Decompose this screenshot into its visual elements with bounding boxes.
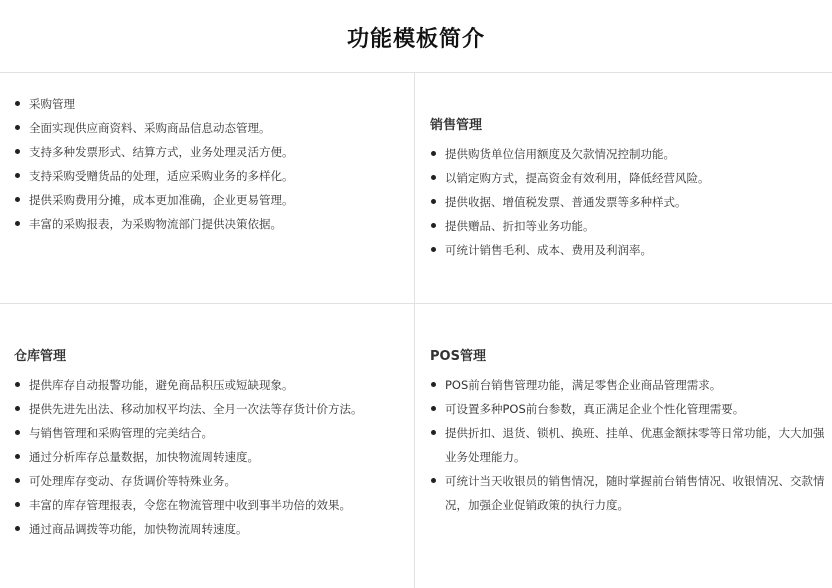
list-item: 可设置多种POS前台参数，真正满足企业个性化管理需要。 [430, 397, 825, 421]
list-item: 提供购货单位信用额度及欠款情况控制功能。 [430, 142, 825, 166]
purchase-feature-list [14, 92, 404, 236]
pos-title: POS管理 [430, 349, 486, 364]
module-pos [430, 345, 825, 517]
list-item: 采购管理 [14, 92, 404, 116]
list-item: POS前台销售管理功能，满足零售企业商品管理需求。 [430, 373, 825, 397]
list-item: 提供库存自动报警功能，避免商品积压或短缺现象。 [14, 373, 404, 397]
list-item: 提供先进先出法、移动加权平均法、全月一次法等存货计价方法。 [14, 397, 404, 421]
page-title: 功能模板简介 [346, 27, 485, 52]
module-warehouse [14, 345, 404, 541]
list-item: 通过商品调拨等功能，加快物流周转速度。 [14, 517, 404, 541]
divider-top [0, 72, 832, 73]
list-item: 提供折扣、退货、锁机、换班、挂单、优惠金额抹零等日常功能，大大加强业务处理能力。 [430, 421, 825, 469]
list-item: 提供采购费用分摊，成本更加准确，企业更易管理。 [14, 188, 404, 212]
list-item: 通过分析库存总量数据，加快物流周转速度。 [14, 445, 404, 469]
list-item: 可统计销售毛利、成本、费用及利润率。 [430, 238, 825, 262]
sales-feature-list [430, 142, 825, 262]
warehouse-feature-list [14, 373, 404, 541]
warehouse-title: 仓库管理 [14, 349, 67, 364]
sales-title: 销售管理 [430, 118, 483, 133]
list-item: 支持采购受赠货品的处理，适应采购业务的多样化。 [14, 164, 404, 188]
list-item: 与销售管理和采购管理的完美结合。 [14, 421, 404, 445]
pos-feature-list [430, 373, 825, 517]
list-item: 提供收据、增值税发票、普通发票等多种样式。 [430, 190, 825, 214]
divider-middle [0, 303, 832, 304]
list-item: 提供赠品、折扣等业务功能。 [430, 214, 825, 238]
list-item: 丰富的库存管理报表，令您在物流管理中收到事半功倍的效果。 [14, 493, 404, 517]
list-item: 以销定购方式，提高资金有效利用，降低经营风险。 [430, 166, 825, 190]
list-item: 可处理库存变动、存货调价等特殊业务。 [14, 469, 404, 493]
list-item: 全面实现供应商资料、采购商品信息动态管理。 [14, 116, 404, 140]
list-item: 可统计当天收银员的销售情况，随时掌握前台销售情况、收银情况、交款情况，加强企业促销政策的执行力度。 [430, 469, 825, 517]
divider-vertical [414, 72, 415, 588]
list-item: 支持多种发票形式、结算方式，业务处理灵活方便。 [14, 140, 404, 164]
module-sales [430, 114, 825, 262]
list-item: 丰富的采购报表，为采购物流部门提供决策依据。 [14, 212, 404, 236]
module-purchase [14, 92, 404, 236]
